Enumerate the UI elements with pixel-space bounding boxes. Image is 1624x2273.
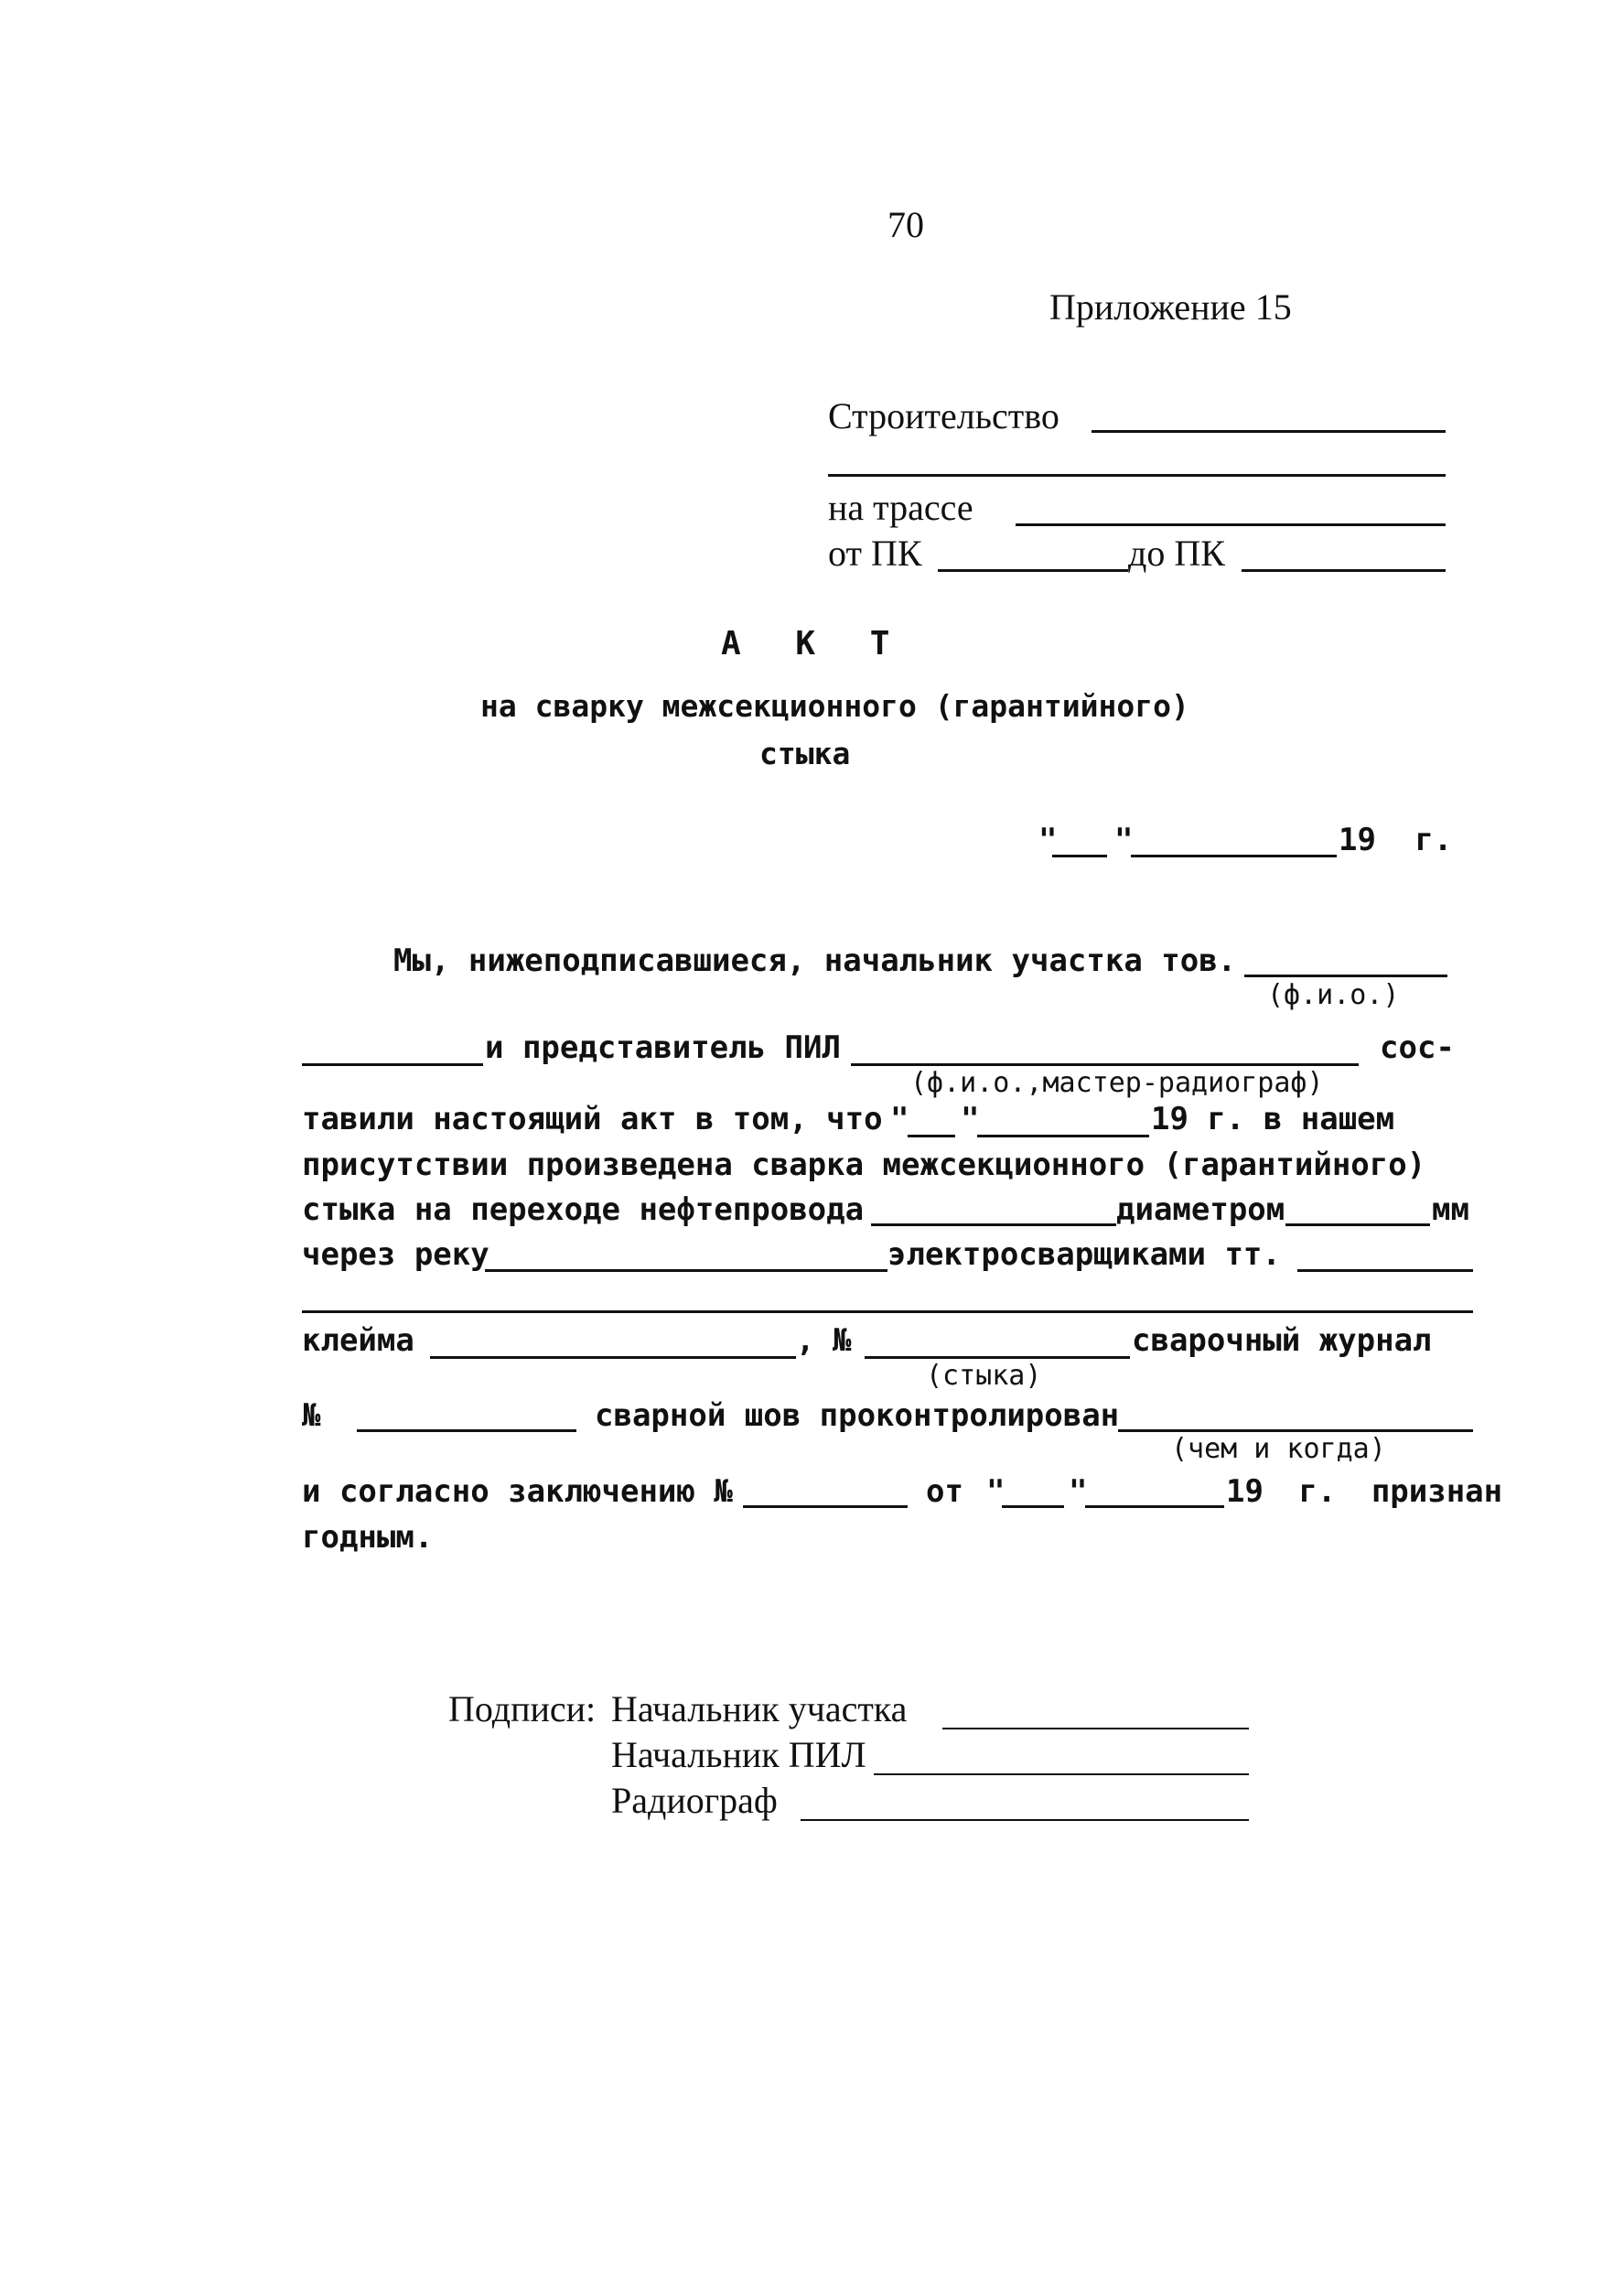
body-line-2-end: сос- [1380, 1029, 1455, 1066]
line10-month-field[interactable] [1085, 1505, 1224, 1508]
date-month-field[interactable] [1131, 855, 1337, 857]
construction-label: Строительство [828, 395, 1059, 436]
body-line-8-start: клейма [302, 1322, 414, 1359]
date-quote-open: " [1038, 822, 1058, 858]
line10-day-field[interactable] [1002, 1505, 1064, 1508]
hint-when: (чем и когда) [1171, 1433, 1386, 1465]
act-title-line1: на сварку межсекционного (гарантийного) [480, 688, 1189, 724]
welders-field-cont[interactable] [302, 1310, 1473, 1313]
radiographer-signature-field[interactable] [801, 1819, 1249, 1821]
welders-field[interactable] [1297, 1269, 1473, 1272]
river-field[interactable] [485, 1269, 887, 1272]
line3-day-field[interactable] [908, 1135, 955, 1137]
act-title-line2: стыка [759, 736, 851, 771]
act-heading: А К Т [721, 625, 890, 663]
line8-comma: , [796, 1322, 815, 1359]
conclusion-number-field[interactable] [743, 1505, 908, 1508]
line10-quote-open: " [986, 1473, 1006, 1510]
site-chief-name-field-cont[interactable] [302, 1063, 483, 1066]
hint-joint: (стыка) [926, 1360, 1042, 1392]
body-line-11: годным. [302, 1519, 434, 1556]
construction-field[interactable] [1092, 430, 1446, 433]
body-line-2-mid: и представитель ПИЛ [485, 1029, 841, 1066]
page-number: 70 [887, 204, 924, 245]
to-pk-label: до ПК [1128, 533, 1225, 574]
body-line-4: присутствии произведена сварка межсекционного (гарантийного) [302, 1147, 1426, 1183]
date-year: 19 г. [1339, 822, 1453, 858]
body-line-1: Мы, нижеподписавшиеся, начальник участка тов. [393, 943, 1237, 979]
to-pk-field[interactable] [1242, 569, 1446, 572]
body-line-5-start: стыка на переходе нефтепровода [302, 1191, 865, 1228]
body-line-6-start: через реку [302, 1236, 489, 1273]
from-pk-field[interactable] [938, 569, 1128, 572]
line3-month-field[interactable] [977, 1135, 1149, 1137]
hint-fio-master: (ф.и.о.,мастер-радиограф) [910, 1067, 1324, 1099]
appendix-label: Приложение 15 [1049, 286, 1292, 328]
stamps-field[interactable] [430, 1356, 796, 1359]
from-pk-label: от ПК [828, 533, 922, 574]
site-chief-label: Начальник участка [611, 1688, 908, 1729]
body-line-3-start: тавили настоящий акт в том, что [302, 1101, 883, 1137]
line3-quote-open: " [890, 1101, 909, 1137]
diameter-field[interactable] [1285, 1223, 1430, 1226]
line9-number-sign: № [302, 1397, 321, 1434]
body-line-10-start: и согласно заключению № [302, 1473, 733, 1510]
journal-number-field[interactable] [357, 1429, 576, 1432]
signatures-label: Подписи: [448, 1688, 597, 1729]
radiographer-label: Радиограф [611, 1780, 778, 1821]
line8-number-sign: № [833, 1322, 852, 1359]
route-label: на трассе [828, 487, 973, 528]
lab-chief-signature-field[interactable] [874, 1773, 1249, 1775]
body-line-10-end: 19 г. признан [1226, 1473, 1503, 1510]
line3-quote-close: " [961, 1101, 980, 1137]
body-line-8-end: сварочный журнал [1132, 1322, 1432, 1359]
date-day-field[interactable] [1052, 855, 1107, 857]
line10-from: от [926, 1473, 963, 1510]
lab-chief-label: Начальник ПИЛ [611, 1734, 866, 1775]
body-line-6-mid: электросварщиками тт. [887, 1236, 1281, 1273]
body-line-3-end: 19 г. в нашем [1151, 1101, 1395, 1137]
date-quote-close: " [1114, 822, 1134, 858]
body-line-9-mid: сварной шов проконтролирован [595, 1397, 1120, 1434]
body-line-5-mid: диаметром [1116, 1191, 1285, 1228]
pipeline-field[interactable] [871, 1223, 1116, 1226]
route-field[interactable] [1016, 523, 1446, 526]
site-chief-signature-field[interactable] [942, 1728, 1249, 1729]
hint-fio: (ф.и.о.) [1267, 979, 1400, 1011]
body-line-5-end: мм [1432, 1191, 1469, 1228]
construction-field-line2[interactable] [828, 474, 1446, 477]
line10-quote-close: " [1069, 1473, 1088, 1510]
